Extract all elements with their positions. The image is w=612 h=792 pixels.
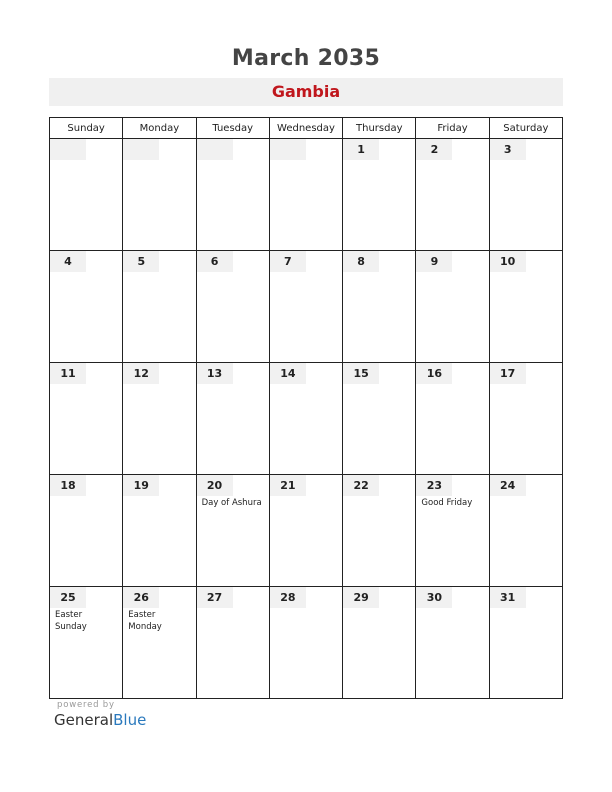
week-row <box>50 139 563 251</box>
day-number: 13 <box>197 363 233 384</box>
week-row <box>50 363 563 475</box>
day-cell <box>343 475 416 587</box>
weekday-header: Sunday <box>50 118 123 139</box>
day-number <box>270 139 306 160</box>
day-number: 23 <box>416 475 452 496</box>
day-number: 28 <box>270 587 306 608</box>
day-cell <box>489 475 562 587</box>
day-cell <box>123 587 196 699</box>
day-cell <box>416 251 489 363</box>
holiday-label: Day of Ashura <box>201 498 262 508</box>
day-cell <box>343 587 416 699</box>
day-cell <box>489 139 562 251</box>
day-cell <box>123 363 196 475</box>
day-number: 26 <box>123 587 159 608</box>
day-cell <box>196 587 269 699</box>
day-number <box>123 139 159 160</box>
weekday-header: Wednesday <box>269 118 342 139</box>
logo-general-text: General <box>54 711 114 729</box>
day-cell <box>123 251 196 363</box>
day-cell <box>50 139 123 251</box>
day-number: 20 <box>197 475 233 496</box>
holiday-label: Easter Monday <box>128 610 162 632</box>
weekday-header: Tuesday <box>196 118 269 139</box>
week-row <box>50 251 563 363</box>
day-number: 29 <box>343 587 379 608</box>
day-number: 14 <box>270 363 306 384</box>
weekday-header: Friday <box>416 118 489 139</box>
week-row <box>50 587 563 699</box>
day-cell <box>416 587 489 699</box>
day-number: 4 <box>50 251 86 272</box>
day-cell <box>196 251 269 363</box>
day-number <box>50 139 86 160</box>
powered-by-text: powered by <box>57 700 115 710</box>
day-cell <box>50 587 123 699</box>
day-number: 21 <box>270 475 306 496</box>
day-number: 1 <box>343 139 379 160</box>
day-cell <box>196 475 269 587</box>
day-number: 9 <box>416 251 452 272</box>
day-cell <box>50 251 123 363</box>
country-banner: Gambia <box>49 78 563 106</box>
day-number: 25 <box>50 587 86 608</box>
day-number: 6 <box>197 251 233 272</box>
day-number: 11 <box>50 363 86 384</box>
calendar-title: March 2035 <box>231 46 381 71</box>
day-cell <box>489 587 562 699</box>
day-cell <box>489 363 562 475</box>
day-cell <box>50 363 123 475</box>
holiday-label: Good Friday <box>421 498 473 508</box>
day-cell <box>196 363 269 475</box>
calendar-grid <box>49 117 563 699</box>
day-cell <box>123 475 196 587</box>
day-cell <box>50 475 123 587</box>
day-cell <box>269 139 342 251</box>
day-number: 2 <box>416 139 452 160</box>
day-cell <box>343 139 416 251</box>
day-number: 24 <box>490 475 526 496</box>
day-number: 5 <box>123 251 159 272</box>
generalblue-logo[interactable] <box>54 711 146 729</box>
day-cell <box>123 139 196 251</box>
day-number: 7 <box>270 251 306 272</box>
day-number: 15 <box>343 363 379 384</box>
day-number: 3 <box>490 139 526 160</box>
day-number: 10 <box>490 251 526 272</box>
day-cell <box>196 139 269 251</box>
day-number: 30 <box>416 587 452 608</box>
weekday-header-row <box>50 118 563 139</box>
day-number: 19 <box>123 475 159 496</box>
weekday-header: Monday <box>123 118 196 139</box>
day-number: 16 <box>416 363 452 384</box>
day-cell <box>269 475 342 587</box>
holiday-label: Easter Sunday <box>55 610 87 632</box>
weekday-header: Thursday <box>343 118 416 139</box>
week-row <box>50 475 563 587</box>
day-cell <box>269 587 342 699</box>
day-number <box>197 139 233 160</box>
day-number: 17 <box>490 363 526 384</box>
day-cell <box>416 363 489 475</box>
weekday-header: Saturday <box>489 118 562 139</box>
day-number: 31 <box>490 587 526 608</box>
day-cell <box>269 363 342 475</box>
day-cell <box>489 251 562 363</box>
day-number: 22 <box>343 475 379 496</box>
day-number: 12 <box>123 363 159 384</box>
day-cell <box>343 251 416 363</box>
day-cell <box>416 475 489 587</box>
day-number: 18 <box>50 475 86 496</box>
logo-blue-text: Blue <box>113 711 147 729</box>
footer <box>54 700 146 729</box>
day-number: 27 <box>197 587 233 608</box>
day-number: 8 <box>343 251 379 272</box>
day-cell <box>416 139 489 251</box>
day-cell <box>343 363 416 475</box>
day-cell <box>269 251 342 363</box>
